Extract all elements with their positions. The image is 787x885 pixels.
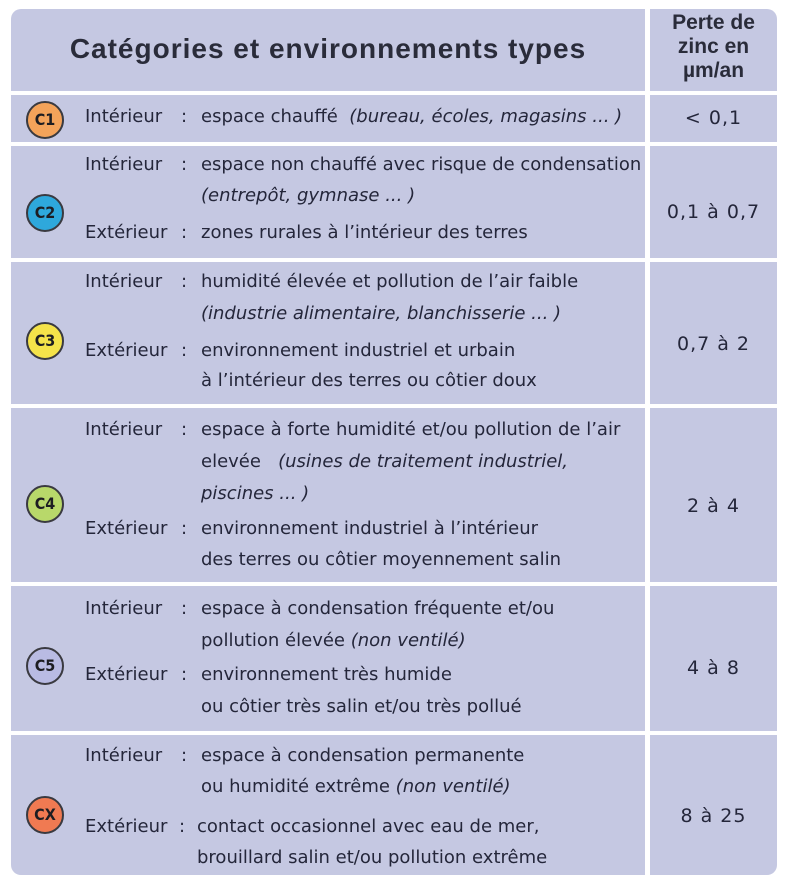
colon: : (181, 664, 188, 685)
category-badge-c3: C3 (26, 322, 64, 360)
unit-header-line-3: µm/an (682, 59, 745, 82)
exterieur-label: Extérieur (85, 222, 168, 243)
interieur-text: elevée (usines de traitement industriel, (201, 451, 569, 472)
exterieur-text: des terres ou côtier moyennement salin (201, 549, 562, 570)
interieur-note: (bureau, écoles, magasins ... ) (349, 106, 623, 127)
zinc-loss-value: 0,1 à 0,7 (666, 201, 761, 223)
interieur-label: Intérieur (85, 106, 163, 127)
interieur-text: pollution élevée (non ventilé) (201, 630, 466, 651)
exterieur-label: Extérieur (85, 816, 168, 837)
interieur-label: Intérieur (85, 154, 163, 175)
zinc-loss-value: 2 à 4 (687, 495, 740, 517)
header-unit-cell (650, 9, 777, 91)
exterieur-text: environnement industriel à l’intérieur (201, 518, 539, 539)
colon: : (181, 154, 188, 175)
interieur-label: Intérieur (85, 598, 163, 619)
interieur-text: espace chauffé (bureau, écoles, magasins ... ) (201, 106, 623, 127)
category-badge-c2: C2 (26, 194, 64, 232)
category-badge-cx: CX (26, 796, 64, 834)
interieur-text: humidité élevée et pollution de l’air faible (201, 271, 579, 292)
interieur-note: (industrie alimentaire, blanchisserie ... ) (201, 303, 562, 324)
interieur-text: ou humidité extrême (non ventilé) (201, 776, 511, 797)
zinc-loss-value: 4 à 8 (687, 657, 740, 679)
table-title: Catégories et environnements types (69, 33, 587, 64)
interieur-text: espace non chauffé avec risque de condensation (201, 154, 642, 175)
category-badge-c5: C5 (26, 647, 64, 685)
interieur-note: (non ventilé) (350, 630, 466, 651)
category-badge-c4: C4 (26, 485, 64, 523)
colon: : (181, 271, 188, 292)
unit-header (650, 11, 777, 83)
exterieur-text: environnement industriel et urbain (201, 340, 516, 361)
exterieur-label: Extérieur (85, 340, 168, 361)
exterieur-label: Extérieur (85, 518, 168, 539)
colon: : (181, 106, 188, 127)
zinc-loss-value: 8 à 25 (680, 805, 747, 827)
interieur-note: (usines de traitement industriel, (278, 451, 569, 472)
interieur-note: piscines ... ) (201, 483, 310, 504)
exterieur-text: environnement très humide (201, 664, 452, 685)
interieur-text: espace à forte humidité et/ou pollution de l’air (201, 419, 621, 440)
interieur-label: Intérieur (85, 419, 163, 440)
colon: : (181, 419, 188, 440)
interieur-text: espace à condensation permanente (201, 745, 525, 766)
colon: : (181, 745, 188, 766)
interieur-note: (entrepôt, gymnase ... ) (201, 185, 416, 206)
interieur-label: Intérieur (85, 271, 163, 292)
interieur-text: espace à condensation fréquente et/ou (201, 598, 555, 619)
unit-header-line-1: Perte de (672, 11, 755, 34)
colon: : (181, 340, 188, 361)
header-title-cell (11, 9, 645, 91)
interieur-label: Intérieur (85, 745, 163, 766)
colon: : (181, 598, 188, 619)
exterieur-text: zones rurales à l’intérieur des terres (201, 222, 528, 243)
colon: : (181, 518, 188, 539)
exterieur-text: ou côtier très salin et/ou très pollué (201, 696, 522, 717)
exterieur-label: Extérieur (85, 664, 168, 685)
zinc-loss-value: 0,7 à 2 (676, 333, 751, 355)
category-badge-c1: C1 (26, 101, 64, 139)
corrosivity-table (5, 4, 780, 878)
exterieur-text: contact occasionnel avec eau de mer, (197, 816, 540, 837)
colon: : (179, 816, 186, 837)
colon: : (181, 222, 188, 243)
interieur-note: (non ventilé) (395, 776, 511, 797)
unit-header-line-2: zinc en (677, 35, 750, 58)
zinc-loss-value: < 0,1 (684, 107, 743, 129)
exterieur-text: brouillard salin et/ou pollution extrême (197, 847, 548, 868)
exterieur-text: à l’intérieur des terres ou côtier doux (201, 370, 537, 391)
